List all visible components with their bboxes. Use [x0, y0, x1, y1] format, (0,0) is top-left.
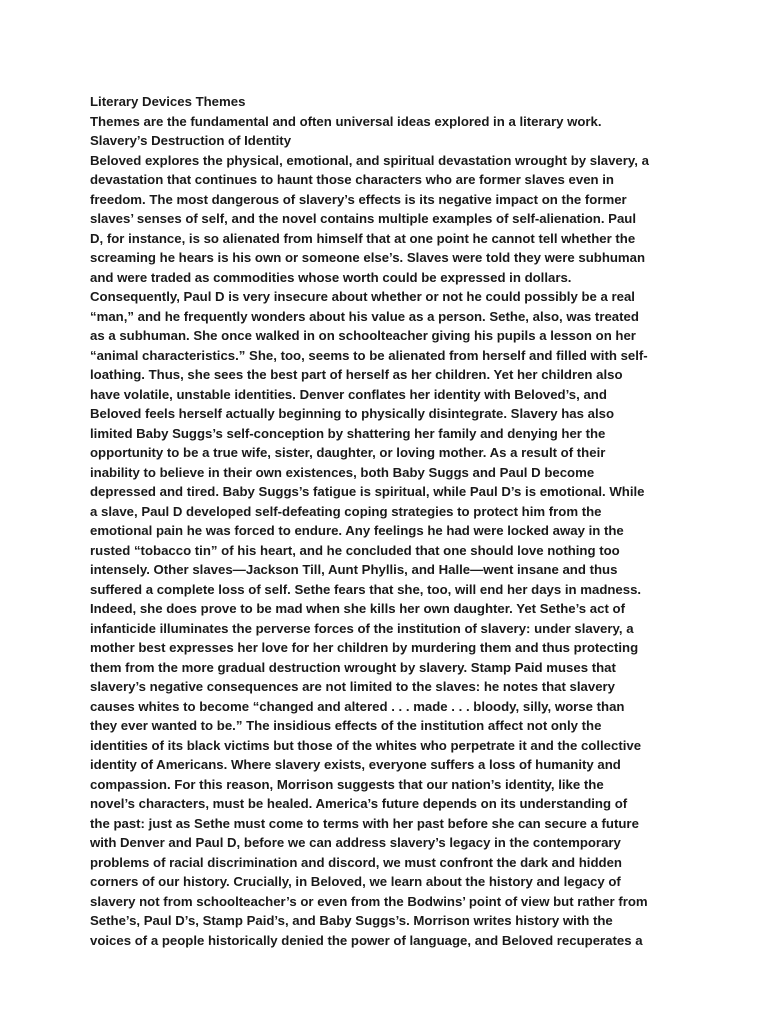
body-line: slavery not from schoolteacher’s or even from the Bodwins’ point of view but rather from: [90, 893, 648, 909]
body-line: screaming he hears is his own or someone else’s. Slaves were told they were subhuman: [90, 250, 646, 265]
body-line: identity of Americans. Where slavery exists, everyone suffers a loss of humanity and: [90, 757, 621, 772]
body-text: [90, 151, 710, 951]
body-line: compassion. For this reason, Morrison suggests that our nation’s identity, like the: [90, 776, 604, 792]
body-line: the past: just as Sethe must come to terms with her past before she can secure a future: [90, 815, 639, 831]
body-line: a slave, Paul D developed self-defeating coping strategies to protect him from the: [90, 503, 602, 519]
body-line: intensely. Other slaves—Jackson Till, Aunt Phyllis, and Halle—went insane and thus: [90, 562, 618, 577]
body-line: Consequently, Paul D is very insecure about whether or not he could possibly be a real: [90, 289, 635, 304]
section-title: Slavery’s Destruction of Identity: [90, 133, 292, 148]
body-line: slavery’s negative consequences are not limited to the slaves: he notes that slavery: [90, 679, 616, 694]
body-line: loathing. Thus, she sees the best part of herself as her children. Yet her children also: [90, 367, 623, 382]
body-line: Indeed, she does prove to be mad when she kills her own daughter. Yet Sethe’s act of: [90, 601, 625, 616]
body-line: depressed and tired. Baby Suggs’s fatigue is spiritual, while Paul D’s is emotional. While: [90, 484, 645, 499]
body-line: problems of racial discrimination and discord, we must confront the dark and hidden: [90, 854, 622, 870]
body-line: them from the more gradual destruction wrought by slavery. Stamp Paid muses that: [90, 659, 616, 675]
body-line: inability to believe in their own existences, both Baby Suggs and Paul D become: [90, 464, 595, 480]
body-line: rusted “tobacco tin” of his heart, and he concluded that one should love nothing too: [90, 542, 620, 558]
body-line: novel’s characters, must be healed. America’s future depends on its understanding of: [90, 796, 628, 811]
body-line: and were traded as commodities whose worth could be expressed in dollars.: [90, 269, 572, 285]
document-heading: Literary Devices Themes: [90, 94, 246, 109]
body-line: as a subhuman. She once walked in on schoolteacher giving his pupils a lesson on her: [90, 328, 636, 343]
body-line: devastation that continues to haunt those characters who are former slaves even in: [90, 172, 614, 187]
document-page: [90, 92, 710, 950]
body-line: limited Baby Suggs’s self-conception by shattering her family and denying her the: [90, 425, 606, 441]
body-line: Beloved feels herself actually beginning to physically disintegrate. Slavery has also: [90, 406, 615, 421]
body-line: voices of a people historically denied the power of language, and Beloved recuperates a: [90, 932, 643, 948]
body-line: freedom. The most dangerous of slavery’s effects is its negative impact on the former: [90, 191, 627, 207]
body-line: suffered a complete loss of self. Sethe fears that she, too, will end her days in madness.: [90, 581, 642, 597]
body-line: emotional pain he was forced to endure. Any feelings he had were locked away in the: [90, 523, 624, 538]
body-line: “man,” and he frequently wonders about his value as a person. Sethe, also, was treated: [90, 308, 639, 324]
body-line: have volatile, unstable identities. Denver conflates her identity with Beloved’s, and: [90, 386, 607, 402]
body-line: with Denver and Paul D, before we can address slavery’s legacy in the contemporary: [90, 835, 621, 850]
body-line: Sethe’s, Paul D’s, Stamp Paid’s, and Baby Suggs’s. Morrison writes history with the: [90, 913, 613, 928]
body-line: slaves’ senses of self, and the novel contains multiple examples of self-alienation. Paul: [90, 211, 636, 226]
body-line: mother best expresses her love for her children by murdering them and thus protecting: [90, 640, 639, 655]
body-line: corners of our history. Crucially, in Beloved, we learn about the history and legacy of: [90, 874, 621, 889]
body-line: “animal characteristics.” She, too, seems to be alienated from herself and filled with self-: [90, 347, 648, 363]
document-intro: Themes are the fundamental and often universal ideas explored in a literary work.: [90, 113, 602, 129]
body-line: identities of its black victims but those of the whites who perpetrate it and the collective: [90, 737, 642, 753]
body-line: D, for instance, is so alienated from himself that at one point he cannot tell whether the: [90, 230, 636, 246]
body-line: Beloved explores the physical, emotional, and spiritual devastation wrought by slavery, a: [90, 152, 649, 168]
body-line: opportunity to be a true wife, sister, daughter, or loving mother. As a result of their: [90, 445, 606, 460]
body-line: causes whites to become “changed and altered . . . made . . . bloody, silly, worse than: [90, 698, 625, 714]
body-line: they ever wanted to be.” The insidious effects of the institution affect not only the: [90, 718, 602, 733]
body-line: infanticide illuminates the perverse forces of the institution of slavery: under slavery, a: [90, 620, 634, 636]
